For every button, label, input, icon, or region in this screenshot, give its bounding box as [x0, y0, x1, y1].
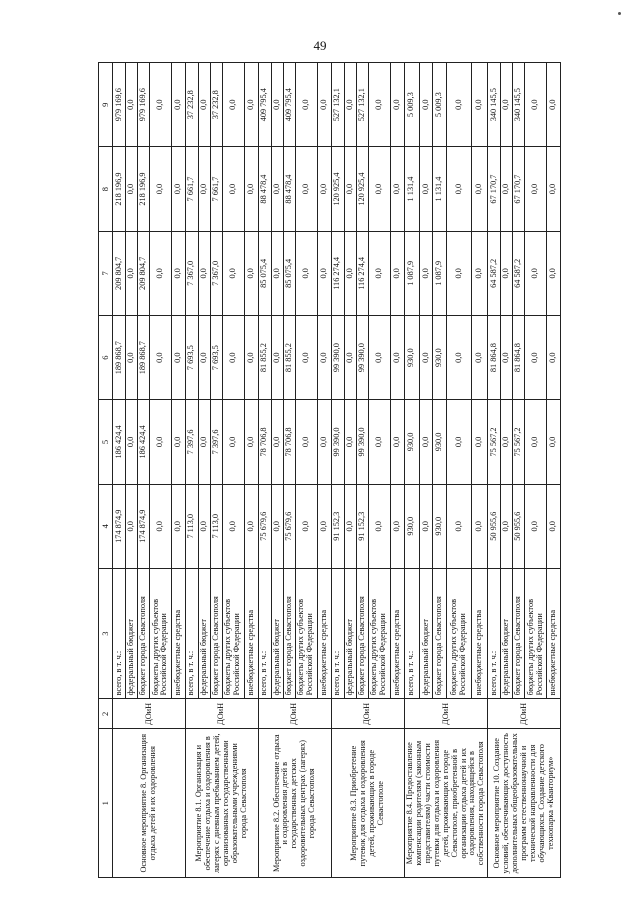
- executor-cell: ДОиН: [331, 699, 404, 729]
- value-cell: 7 113,0: [185, 484, 198, 568]
- value-cell: 99 390,0: [356, 316, 368, 400]
- value-cell: 0,0: [390, 316, 404, 400]
- value-cell: 186 424,4: [113, 400, 126, 484]
- value-cell: 0,0: [525, 400, 547, 484]
- value-cell: 75 567,2: [488, 400, 501, 484]
- value-cell: 174 874,9: [137, 484, 149, 568]
- value-cell: 0,0: [126, 231, 138, 315]
- value-cell: 409 795,4: [283, 63, 295, 147]
- value-cell: 0,0: [126, 316, 138, 400]
- value-cell: 0,0: [295, 231, 317, 315]
- value-cell: 0,0: [271, 484, 283, 568]
- table-row: [258, 63, 271, 878]
- value-cell: 0,0: [317, 316, 331, 400]
- value-cell: 0,0: [244, 147, 258, 231]
- value-cell: 189 868,7: [113, 316, 126, 400]
- column-number: 8: [99, 147, 113, 231]
- value-cell: 0,0: [390, 231, 404, 315]
- value-cell: 0,0: [447, 63, 472, 147]
- value-cell: 88 478,4: [258, 147, 271, 231]
- value-cell: 0,0: [244, 316, 258, 400]
- value-cell: 91 152,3: [331, 484, 344, 568]
- funding-source: федеральный бюджет: [126, 568, 138, 698]
- value-cell: 979 169,6: [113, 63, 126, 147]
- value-cell: 1 087,9: [404, 231, 419, 315]
- activity-name: Мероприятие 8.4. Предоставление компенсации родителям (законным представителям) части стоимости путевки для отдыха и оздоровления детей, проживающих в городе Севастополе, приобретенной в организации отдыха детей и их оздоровления, находящейся в собственности города Севастополя: [404, 729, 488, 878]
- value-cell: 0,0: [525, 63, 547, 147]
- value-cell: 0,0: [126, 63, 138, 147]
- value-cell: 81 855,2: [258, 316, 271, 400]
- value-cell: 0,0: [501, 231, 513, 315]
- value-cell: 527 132,1: [356, 63, 368, 147]
- value-cell: 0,0: [244, 63, 258, 147]
- funding-source: федеральный бюджет: [271, 568, 283, 698]
- funding-source: федеральный бюджет: [198, 568, 210, 698]
- value-cell: 78 706,8: [258, 400, 271, 484]
- activity-name: Мероприятие 8.2. Обеспечение отдыха и оздоровления детей в государственных детских оздоровительных центрах (лагерях) города Севастополя: [258, 729, 331, 878]
- column-number: 9: [99, 63, 113, 147]
- value-cell: 0,0: [390, 400, 404, 484]
- value-cell: 7 661,7: [210, 147, 222, 231]
- value-cell: 0,0: [368, 231, 390, 315]
- value-cell: 979 169,6: [137, 63, 149, 147]
- funding-source: федеральный бюджет: [344, 568, 356, 698]
- column-number: 3: [99, 568, 113, 698]
- value-cell: 1 131,4: [433, 147, 447, 231]
- value-cell: 81 864,8: [488, 316, 501, 400]
- value-cell: 0,0: [171, 400, 185, 484]
- value-cell: 0,0: [295, 484, 317, 568]
- value-cell: 85 075,4: [258, 231, 271, 315]
- value-cell: 930,0: [404, 484, 419, 568]
- funding-source: бюджет города Севастополя: [137, 568, 149, 698]
- column-number: 4: [99, 484, 113, 568]
- value-cell: 85 075,4: [283, 231, 295, 315]
- value-cell: 0,0: [501, 147, 513, 231]
- value-cell: 7 397,6: [210, 400, 222, 484]
- value-cell: 5 009,3: [433, 63, 447, 147]
- value-cell: 81 864,8: [513, 316, 525, 400]
- value-cell: 0,0: [317, 63, 331, 147]
- funding-source: бюджеты других субъектов Российской Федерации: [525, 568, 547, 698]
- value-cell: 218 196,9: [113, 147, 126, 231]
- value-cell: 7 367,0: [210, 231, 222, 315]
- value-cell: 0,0: [317, 484, 331, 568]
- value-cell: 91 152,3: [356, 484, 368, 568]
- funding-source: бюджет города Севастополя: [283, 568, 295, 698]
- value-cell: 930,0: [404, 316, 419, 400]
- value-cell: 0,0: [547, 147, 561, 231]
- value-cell: 0,0: [198, 231, 210, 315]
- value-cell: 0,0: [547, 484, 561, 568]
- value-cell: 0,0: [126, 147, 138, 231]
- funding-source: бюджет города Севастополя: [433, 568, 447, 698]
- value-cell: 0,0: [149, 63, 171, 147]
- value-cell: 0,0: [525, 316, 547, 400]
- value-cell: 120 925,4: [356, 147, 368, 231]
- value-cell: 340 145,5: [488, 63, 501, 147]
- value-cell: 0,0: [171, 147, 185, 231]
- value-cell: 0,0: [295, 147, 317, 231]
- value-cell: 0,0: [344, 400, 356, 484]
- value-cell: 0,0: [547, 231, 561, 315]
- value-cell: 0,0: [295, 316, 317, 400]
- value-cell: 0,0: [419, 147, 433, 231]
- value-cell: 0,0: [344, 147, 356, 231]
- value-cell: 0,0: [344, 63, 356, 147]
- value-cell: 7 397,6: [185, 400, 198, 484]
- value-cell: 116 274,4: [331, 231, 344, 315]
- value-cell: 0,0: [525, 231, 547, 315]
- funding-source: всего, в т. ч.:: [404, 568, 419, 698]
- value-cell: 0,0: [419, 316, 433, 400]
- value-cell: 0,0: [171, 316, 185, 400]
- funding-source: внебюджетные средства: [547, 568, 561, 698]
- value-cell: 37 232,8: [185, 63, 198, 147]
- value-cell: 0,0: [198, 484, 210, 568]
- value-cell: 218 196,9: [137, 147, 149, 231]
- value-cell: 64 587,2: [513, 231, 525, 315]
- funding-source: всего, в т. ч.:: [488, 568, 501, 698]
- value-cell: 78 706,8: [283, 400, 295, 484]
- value-cell: 0,0: [447, 400, 472, 484]
- value-cell: 75 567,2: [513, 400, 525, 484]
- value-cell: 0,0: [317, 400, 331, 484]
- value-cell: 120 925,4: [331, 147, 344, 231]
- value-cell: 37 232,8: [210, 63, 222, 147]
- funding-source: бюджеты других субъектов Российской Федерации: [295, 568, 317, 698]
- value-cell: 527 132,1: [331, 63, 344, 147]
- value-cell: 0,0: [368, 400, 390, 484]
- funding-source: внебюджетные средства: [317, 568, 331, 698]
- table-row: [331, 63, 344, 878]
- value-cell: 0,0: [501, 63, 513, 147]
- table-row: [488, 63, 501, 878]
- executor-cell: ДОиН: [113, 699, 186, 729]
- funding-source: внебюджетные средства: [244, 568, 258, 698]
- value-cell: 0,0: [271, 147, 283, 231]
- value-cell: 0,0: [447, 147, 472, 231]
- page-number: 49: [313, 38, 327, 53]
- column-number: 2: [99, 699, 113, 729]
- value-cell: 340 145,5: [513, 63, 525, 147]
- value-cell: 50 955,6: [488, 484, 501, 568]
- value-cell: 0,0: [198, 400, 210, 484]
- value-cell: 7 113,0: [210, 484, 222, 568]
- value-cell: 0,0: [472, 316, 488, 400]
- activity-name: Основное мероприятие 8. Организация отдыха детей и их оздоровления: [113, 729, 186, 878]
- funding-source: бюджет города Севастополя: [513, 568, 525, 698]
- value-cell: 0,0: [271, 316, 283, 400]
- value-cell: 0,0: [472, 147, 488, 231]
- value-cell: 67 170,7: [513, 147, 525, 231]
- value-cell: 99 390,0: [331, 316, 344, 400]
- value-cell: 0,0: [171, 231, 185, 315]
- activity-name: Мероприятие 8.1. Организация и обеспечение отдыха и оздоровления в лагерях с дневным пребыванием детей, организованных государственными образовательными учреждениями города Севастополя: [185, 729, 258, 878]
- value-cell: 0,0: [295, 400, 317, 484]
- activity-name: Мероприятие 8.3. Приобретение путевок для отдыха и оздоровления детей, проживающих в городе Севастополе: [331, 729, 404, 878]
- value-cell: 0,0: [198, 63, 210, 147]
- funding-source: федеральный бюджет: [501, 568, 513, 698]
- value-cell: 0,0: [171, 63, 185, 147]
- value-cell: 7 367,0: [185, 231, 198, 315]
- value-cell: 0,0: [547, 316, 561, 400]
- value-cell: 0,0: [149, 231, 171, 315]
- value-cell: 0,0: [419, 63, 433, 147]
- value-cell: 1 131,4: [404, 147, 419, 231]
- funding-source: всего, в т. ч.:: [113, 568, 126, 698]
- column-number: 6: [99, 316, 113, 400]
- value-cell: 0,0: [244, 484, 258, 568]
- value-cell: 0,0: [198, 147, 210, 231]
- value-cell: 99 390,0: [331, 400, 344, 484]
- value-cell: 0,0: [149, 400, 171, 484]
- value-cell: 0,0: [547, 400, 561, 484]
- value-cell: 209 804,7: [137, 231, 149, 315]
- value-cell: 0,0: [149, 316, 171, 400]
- value-cell: 0,0: [271, 231, 283, 315]
- value-cell: 0,0: [419, 484, 433, 568]
- value-cell: 0,0: [198, 316, 210, 400]
- value-cell: 0,0: [447, 484, 472, 568]
- value-cell: 0,0: [244, 400, 258, 484]
- value-cell: 81 855,2: [283, 316, 295, 400]
- column-number: 5: [99, 400, 113, 484]
- table-row: [404, 63, 419, 878]
- value-cell: 0,0: [149, 484, 171, 568]
- funding-source: всего, в т. ч.:: [331, 568, 344, 698]
- value-cell: 0,0: [244, 231, 258, 315]
- value-cell: 0,0: [149, 147, 171, 231]
- value-cell: 174 874,9: [113, 484, 126, 568]
- value-cell: 189 868,7: [137, 316, 149, 400]
- funding-source: бюджеты других субъектов Российской Федерации: [222, 568, 244, 698]
- value-cell: 0,0: [295, 63, 317, 147]
- executor-cell: ДОиН: [404, 699, 488, 729]
- funding-source: бюджет города Севастополя: [356, 568, 368, 698]
- value-cell: 99 390,0: [356, 400, 368, 484]
- value-cell: 0,0: [390, 484, 404, 568]
- value-cell: 0,0: [368, 316, 390, 400]
- value-cell: 0,0: [472, 400, 488, 484]
- value-cell: 0,0: [447, 316, 472, 400]
- value-cell: 75 679,6: [258, 484, 271, 568]
- value-cell: 0,0: [419, 231, 433, 315]
- column-number-row: [99, 63, 113, 878]
- table-row: [185, 63, 198, 878]
- table-row: [113, 63, 126, 878]
- budget-table: [98, 62, 561, 878]
- value-cell: 0,0: [447, 231, 472, 315]
- value-cell: 0,0: [222, 316, 244, 400]
- value-cell: 0,0: [126, 484, 138, 568]
- scan-mark: [618, 12, 621, 15]
- value-cell: 50 955,6: [513, 484, 525, 568]
- value-cell: 0,0: [222, 63, 244, 147]
- value-cell: 0,0: [126, 400, 138, 484]
- funding-source: бюджеты других субъектов Российской Федерации: [368, 568, 390, 698]
- value-cell: 0,0: [472, 231, 488, 315]
- funding-source: внебюджетные средства: [472, 568, 488, 698]
- funding-source: внебюджетные средства: [390, 568, 404, 698]
- value-cell: 0,0: [222, 231, 244, 315]
- executor-cell: ДОиН: [185, 699, 258, 729]
- value-cell: 7 693,5: [185, 316, 198, 400]
- value-cell: 88 478,4: [283, 147, 295, 231]
- value-cell: 0,0: [271, 400, 283, 484]
- value-cell: 116 274,4: [356, 231, 368, 315]
- value-cell: 0,0: [171, 484, 185, 568]
- value-cell: 0,0: [368, 484, 390, 568]
- value-cell: 209 804,7: [113, 231, 126, 315]
- value-cell: 0,0: [547, 63, 561, 147]
- value-cell: 0,0: [368, 147, 390, 231]
- value-cell: 0,0: [344, 231, 356, 315]
- funding-source: бюджеты других субъектов Российской Федерации: [149, 568, 171, 698]
- value-cell: 7 661,7: [185, 147, 198, 231]
- executor-cell: ДОиН: [258, 699, 331, 729]
- value-cell: 0,0: [317, 231, 331, 315]
- value-cell: 0,0: [344, 316, 356, 400]
- value-cell: 930,0: [433, 316, 447, 400]
- funding-source: внебюджетные средства: [171, 568, 185, 698]
- value-cell: 0,0: [317, 147, 331, 231]
- value-cell: 930,0: [433, 484, 447, 568]
- value-cell: 0,0: [525, 147, 547, 231]
- value-cell: 0,0: [472, 63, 488, 147]
- value-cell: 75 679,6: [283, 484, 295, 568]
- funding-source: всего, в т. ч.:: [258, 568, 271, 698]
- value-cell: 5 009,3: [404, 63, 419, 147]
- value-cell: 7 693,5: [210, 316, 222, 400]
- value-cell: 0,0: [472, 484, 488, 568]
- value-cell: 0,0: [501, 316, 513, 400]
- funding-source: бюджеты других субъектов Российской Федерации: [447, 568, 472, 698]
- value-cell: 0,0: [344, 484, 356, 568]
- value-cell: 0,0: [222, 484, 244, 568]
- value-cell: 1 087,9: [433, 231, 447, 315]
- value-cell: 0,0: [222, 147, 244, 231]
- value-cell: 409 795,4: [258, 63, 271, 147]
- executor-cell: ДОиН: [488, 699, 561, 729]
- table-body: [99, 63, 561, 878]
- funding-source: федеральный бюджет: [419, 568, 433, 698]
- value-cell: 0,0: [222, 400, 244, 484]
- value-cell: 0,0: [390, 147, 404, 231]
- value-cell: 64 587,2: [488, 231, 501, 315]
- value-cell: 0,0: [271, 63, 283, 147]
- funding-source: всего, в т. ч.:: [185, 568, 198, 698]
- value-cell: 0,0: [368, 63, 390, 147]
- value-cell: 0,0: [419, 400, 433, 484]
- value-cell: 0,0: [525, 484, 547, 568]
- value-cell: 0,0: [501, 484, 513, 568]
- rotated-table-container: [98, 62, 618, 878]
- funding-source: бюджет города Севастополя: [210, 568, 222, 698]
- value-cell: 930,0: [433, 400, 447, 484]
- value-cell: 67 170,7: [488, 147, 501, 231]
- value-cell: 186 424,4: [137, 400, 149, 484]
- value-cell: 930,0: [404, 400, 419, 484]
- column-number: 7: [99, 231, 113, 315]
- column-number: 1: [99, 729, 113, 878]
- value-cell: 0,0: [390, 63, 404, 147]
- value-cell: 0,0: [501, 400, 513, 484]
- activity-name: Основное мероприятие 10. Создание условий, обеспечивающих доступность дополнительных общеобразовательных программ естественнонаучной и технической направленности для обучающихся. Создание детского технопарка «Кванториум»: [488, 729, 561, 878]
